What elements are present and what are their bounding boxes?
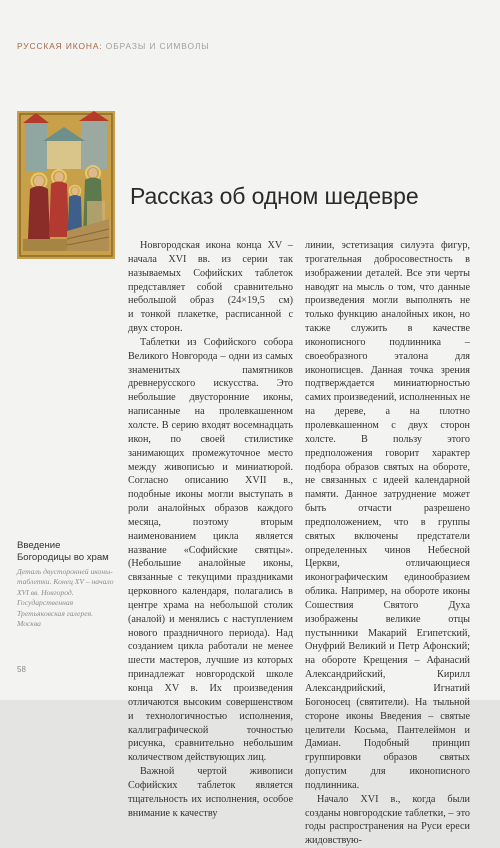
text-column-1 xyxy=(128,239,293,820)
paragraph: линии, эстетизация силуэта фигур, трогательная добросовестность в изображении деталей. Все эти черты наводят на мысль о том, что данные произведения могли выполнять не только функцию аналойных икон, но также служить в качестве иконописного подлинника – своеобразного эталона для иконописцев. Данная точка зрения подтверждается миниатюрностью самих произведений, исполненных не на дереве, а на плотно пролевкашенном с двух сторон холсте. В пользу этого предположения говорит характер подбора образов святых на обороте, не связанных с идеей календарной памяти. Данное затруднение может быть отчасти разрешено предположением, что в группы святых включены предстатели определенных чинов Небесной Церкви, отличающиеся иконографическим единообразием облика. Например, на обороте иконы Сошествия Святого Духа изображены великие отцы пустынники Макарий Египетский, Онуфрий Великий и Петр Афонский; на обороте Крещения – Афанасий Александрийский, Кирилл Александрийский, Игнатий Богоносец (святители). На тыльной стороне иконы Введения – святые целители Косьма, Пантелеймон и Дамиан. Подобный принцип группировки образов святых допустим для иконописного подлинника. xyxy=(305,240,470,791)
article-title: Рассказ об одном шедевре xyxy=(130,183,419,209)
page-number: 58 xyxy=(17,665,26,674)
illustration-caption xyxy=(17,540,117,629)
icon-painting-image xyxy=(17,111,115,259)
header-prefix: РУССКАЯ ИКОНА: xyxy=(17,41,103,51)
paragraph: Новгородская икона конца XV – начала XVI вв. из серии так называемых Софийских таблеток представляет собой сравнительно небольшой образ (24×19,5 см) и тонкой плакетке, расписанной с двух сторон. xyxy=(128,240,293,335)
running-header xyxy=(17,41,210,51)
header-rest: ОБРАЗЫ И СИМВОЛЫ xyxy=(102,41,210,51)
paragraph: Важной чертой живописи Софийских таблеток является тщательность их исполнения, особое внимание к качеству xyxy=(128,766,293,819)
caption-title: Введение Богородицы во храм xyxy=(17,540,109,563)
paragraph: Начало XVI в., когда были созданы новгородские таблетки, – это годы распространения на Руси ереси жидовствую- xyxy=(305,793,470,847)
paragraph: Таблетки из Софийского собора Великого Новгорода – одни из самых знаменитых памятников древнерусского искусства. Это небольшие двусторонние иконы, написанные на пролевкашенном холсте. В серию входят восемнадцать икон, по своей стилистике занимающих промежуточное место между живописью и миниатюрой. Согласно описанию XVII в., подобные иконы могли выступать в роли аналойных образов каждого месяца, поэтому вторым наименованием цикла является название «Софийские святцы». (Небольшие аналойные иконы, связанные с текущими праздниками церковного календаря, полагались в центре храма на небольшой столик (аналой) и менялись с наступлением нового праздничного периода). Над созданием цикла работали не менее шести мастеров, лучшие из которых принадлежат новгородской школе конца XV в. Их произведения отличаются высоким совершенством и технологичностью исполнения, каллиграфической точностью рисунка, сравнительно небольшим количеством действующих лиц. xyxy=(128,336,293,764)
caption-text: Деталь двусторонней иконы-таблетки. Конец XV – начало XVI вв. Новгород. Государственная Третьяковская галерея. Москва xyxy=(17,567,114,629)
icon-illustration xyxy=(17,111,115,259)
text-column-2 xyxy=(305,239,470,848)
